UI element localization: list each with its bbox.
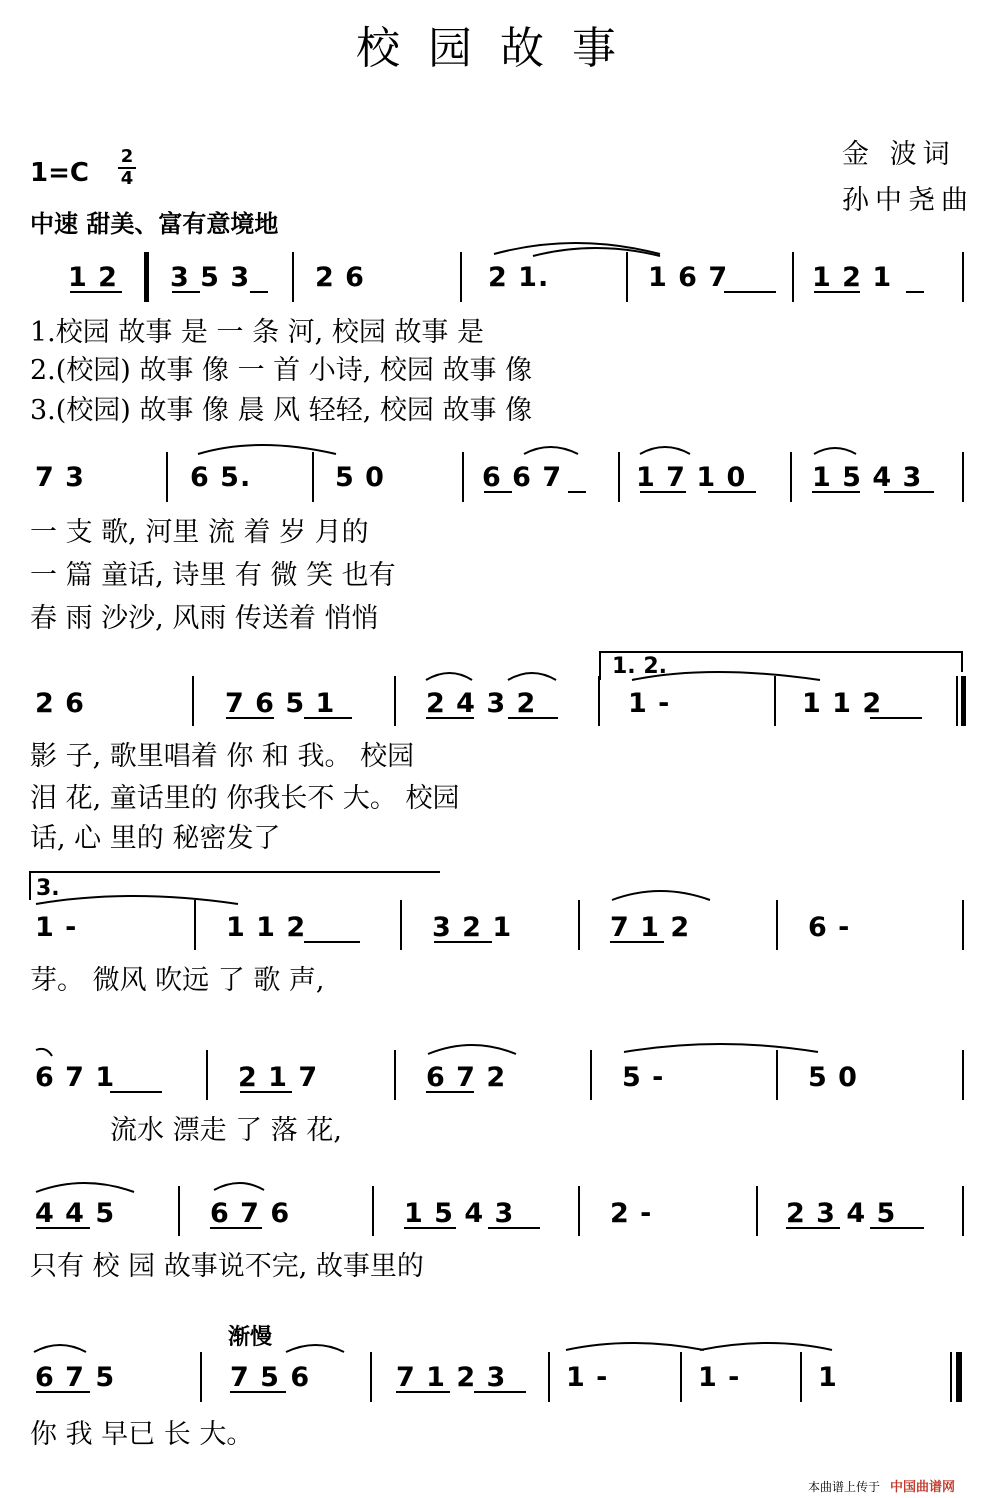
measure-7-2: 7 5 6: [230, 1362, 311, 1393]
volta-1-2: 1. 2.: [612, 654, 667, 679]
measure-1-1: 1 2: [68, 262, 118, 293]
measure-4-3: 3 2 1: [432, 912, 513, 943]
lyricist-credit: 金 波词: [842, 139, 956, 170]
lyric-1-verse-3: 3.(校园) 故事 像 晨 风 轻轻, 校园 故事 像: [30, 395, 533, 426]
measure-5-4: 5 -: [622, 1062, 665, 1093]
tie-arc: [198, 445, 336, 454]
measure-5-3: 6 7 2: [426, 1062, 507, 1093]
measure-1-6: 1 2 1: [812, 262, 893, 293]
song-title: 校园故事: [356, 23, 644, 74]
lyric-2-verse-3: 春 雨 沙沙, 风雨 传送着 悄悄: [30, 603, 379, 634]
ritardando-marking: 渐慢: [228, 1325, 273, 1350]
lyric-1-verse-2: 2.(校园) 故事 像 一 首 小诗, 校园 故事 像: [30, 355, 533, 386]
volta-bracket-3: [30, 872, 440, 900]
measure-7-1: 6 7 5: [35, 1362, 116, 1393]
measure-5-5: 5 0: [808, 1062, 858, 1093]
slur-arc: [640, 447, 690, 454]
measure-4-2: 1 1 2: [226, 912, 307, 943]
lyric-1-verse-1: 1.校园 故事 是 一 条 河, 校园 故事 是: [30, 317, 485, 348]
lyric-6: 只有 校 园 故事说不完, 故事里的: [30, 1251, 424, 1282]
measure-2-2: 6 5.: [190, 462, 252, 493]
footer-text: 本曲谱上传于: [808, 1480, 881, 1494]
measure-4-4: 7 1 2: [610, 912, 691, 943]
time-signature-top: 2: [120, 146, 134, 167]
slur-arc: [508, 673, 556, 680]
slur-arc: [612, 891, 710, 900]
lyric-3-verse-3: 话, 心 里的 秘密发了: [30, 823, 281, 854]
tie-arc: [624, 1044, 818, 1052]
measure-7-3: 7 1 2 3: [396, 1362, 507, 1393]
measure-6-3: 1 5 4 3: [404, 1198, 515, 1229]
measure-4-1: 1 -: [35, 912, 78, 943]
tempo-marking: 中速 甜美、富有意境地: [30, 210, 279, 238]
slur-arc: [524, 447, 578, 454]
lyric-3-verse-1: 影 子, 歌里唱着 你 和 我。 校园: [30, 741, 415, 772]
lyric-7: 你 我 早已 长 大。: [30, 1419, 254, 1450]
key-signature: 1=C: [30, 158, 89, 188]
measure-6-5: 2 3 4 5: [786, 1198, 897, 1229]
measure-1-2: 3 5 3: [170, 262, 251, 293]
lyric-3-verse-2: 泪 花, 童话里的 你我长不 大。 校园: [30, 783, 460, 814]
measure-1-4: 2 1.: [488, 262, 550, 293]
slur-arc: [34, 1345, 86, 1352]
volta-3: 3.: [36, 876, 60, 901]
measure-3-4: 1 -: [628, 688, 671, 719]
measure-3-1: 2 6: [35, 688, 85, 719]
measure-7-6: 1: [818, 1362, 838, 1393]
measure-7-4: 1 -: [566, 1362, 609, 1393]
slur-arc: [428, 1045, 516, 1054]
tie-arc: [566, 1343, 704, 1350]
slur-arc: [814, 448, 856, 454]
measure-7-5: 1 -: [698, 1362, 741, 1393]
measure-1-5: 1 6 7: [648, 262, 729, 293]
site-logo: 中国曲谱网: [890, 1480, 956, 1495]
measure-6-2: 6 7 6: [210, 1198, 291, 1229]
slur-arc: [426, 673, 472, 680]
time-signature-bottom: 4: [120, 168, 134, 189]
measure-3-5: 1 1 2: [802, 688, 883, 719]
measure-2-4: 6 6 7: [482, 462, 563, 493]
slur-arc: [286, 1345, 344, 1352]
measure-2-1: 7 3: [35, 462, 85, 493]
slur-arc: [214, 1183, 264, 1190]
tie-arc: [700, 1343, 832, 1350]
measure-5-2: 2 1 7: [238, 1062, 319, 1093]
tie-arc: [36, 896, 238, 904]
measure-5-1: 6 7 1: [35, 1062, 116, 1093]
tie-arc: [632, 672, 820, 680]
measure-3-3: 2 4 3 2: [426, 688, 537, 719]
measure-6-1: 4 4 5: [35, 1198, 116, 1229]
lyric-5: 流水 漂走 了 落 花,: [110, 1115, 342, 1146]
measure-6-4: 2 -: [610, 1198, 653, 1229]
slur-arc: [36, 1049, 52, 1056]
lyric-2-verse-1: 一 支 歌, 河里 流 着 岁 月的: [30, 517, 369, 548]
measure-3-2: 7 6 5 1: [225, 688, 336, 719]
measure-1-3: 2 6: [315, 262, 365, 293]
measure-2-6: 1 5 4 3: [812, 462, 923, 493]
lyric-4: 芽。 微风 吹远 了 歌 声,: [30, 965, 325, 996]
measure-2-5: 1 7 1 0: [636, 462, 747, 493]
measure-4-5: 6 -: [808, 912, 851, 943]
slur-arc: [36, 1183, 134, 1192]
measure-2-3: 5 0: [335, 462, 385, 493]
composer-credit: 孙中尧曲: [842, 185, 974, 216]
lyric-2-verse-2: 一 篇 童话, 诗里 有 微 笑 也有: [30, 560, 396, 591]
